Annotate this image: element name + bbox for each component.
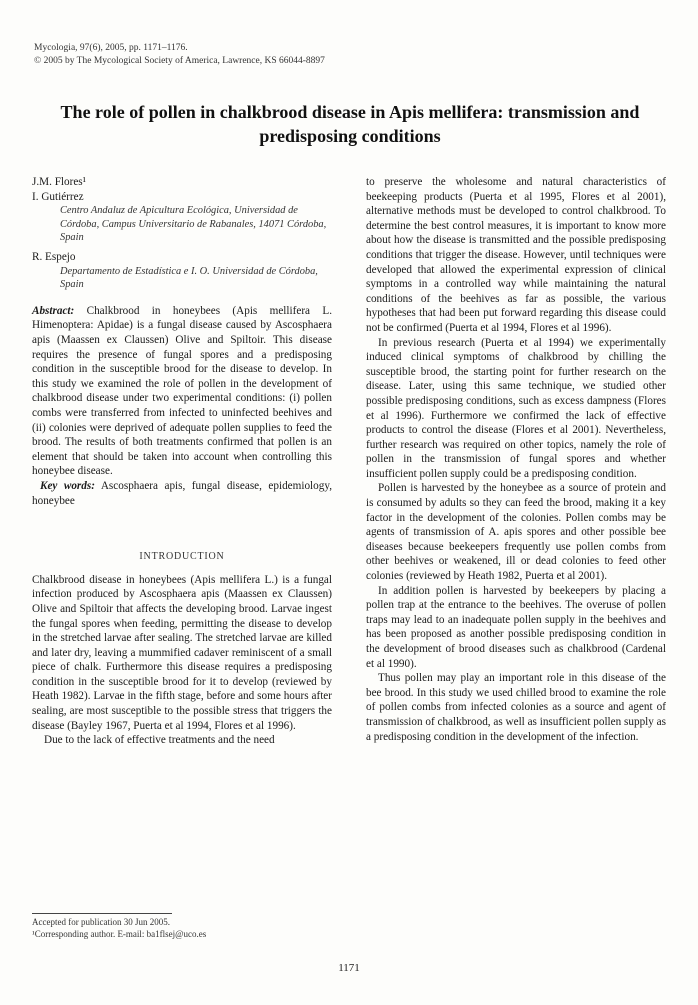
key-words-label: Key words: bbox=[40, 479, 95, 492]
footnotes bbox=[32, 916, 332, 940]
footnote-divider bbox=[32, 913, 172, 914]
right-column bbox=[366, 175, 666, 744]
key-words bbox=[32, 479, 332, 508]
article-title: The role of pollen in chalkbrood disease in Apis mellifera: transmission and predisposing conditions bbox=[60, 102, 640, 146]
left-column bbox=[32, 175, 332, 748]
journal-line-1: Mycologia, 97(6), 2005, pp. 1171–1176. bbox=[34, 43, 188, 53]
right-paragraph-2: In previous research (Puerta et al 1994) we experimentally induced clinical symptoms of chalkbrood by chilling the susceptible brood, the starting point for further research on the disease. Later, using this same technique, we studied other possible predisposing conditions, such as excess dampness (Flores et al 1996). Furthermore we confirmed the lack of effective products to control the disease (Flores et al 2001). Nevertheless, further research was required on other topics, namely the role of pollen in the transmission of fungal spores and whether insufficient pollen supply could be a predisposing condition. bbox=[366, 336, 666, 480]
right-paragraph-1: to preserve the wholesome and natural characteristics of beekeeping products (Puerta et al 1995, Flores et al 2001), alternative methods must be developed to control chalkbrood. To determine the best control measures, it is important to know more about how the disease is transmitted and the possible predisposing conditions that trigger the disease. However, until techniques were developed that allowed the experimental expression of clinical symptoms in a controlled way while maintaining the natural conditions of the beehives as far as possible, the various hypotheses that had been put forward regarding this disease could not be confirmed (Puerta et al 1994, Flores et al 1996). bbox=[366, 176, 666, 334]
abstract bbox=[32, 304, 332, 479]
affiliation-2: Departamento de Estadística e I. O. Universidad de Córdoba, Spain bbox=[60, 266, 318, 291]
journal-citation bbox=[34, 42, 325, 68]
author-flores: J.M. Flores¹ bbox=[32, 176, 87, 188]
intro-paragraph-2: Due to the lack of effective treatments and the need bbox=[44, 734, 275, 747]
journal-line-2: © 2005 by The Mycological Society of America, Lawrence, KS 66044-8897 bbox=[34, 56, 325, 66]
intro-paragraph-1: Chalkbrood disease in honeybees (Apis mellifera L.) is a fungal infection produced by Ascosphaera apis (Maassen ex Claussen) Olive and Spiltoir that affects the developing brood. Larvae ingest the fungal spores when feeding, permitting the disease to develop in the stretched larvae after sealing. The stretched larvae are killed and later dry, leaving a mummified cadaver reminiscent of a small piece of chalk. Furthermore this disease requires a predisposing condition in the susceptible brood for it to develop (reviewed by Heath 1982). Larvae in the fifth stage, before and some hours after sealing, are most susceptible to the possible stress that triggers the disease (Bayley 1967, Puerta et al 1994, Flores et al 1996). bbox=[32, 573, 332, 732]
abstract-label: Abstract: bbox=[32, 304, 75, 317]
right-paragraph-3: Pollen is harvested by the honeybee as a source of protein and is consumed by adults so they can feed the brood, making it a key factor in the development of the colonies. Pollen combs may be agents of transmission of A. apis spores and other possible bee diseases because beekeepers frequently use pollen combs from other beehives or weakened, ill or dead colonies to feed other colonies (reviewed by Heath 1982, Puerta et al 2001). bbox=[366, 482, 666, 583]
right-paragraph-4: In addition pollen is harvested by beekeepers by placing a pollen trap at the entrance to the beehives. The overuse of pollen traps may lead to an inadequate pollen supply in the beehives and has been proposed as another possible predisposing condition in the development of brood diseases such as chalkbrood (Cardenal et al 1990). bbox=[366, 584, 666, 670]
author-espejo: R. Espejo bbox=[32, 251, 76, 264]
footnote-accepted: Accepted for publication 30 Jun 2005. bbox=[32, 917, 170, 927]
right-paragraph-5: Thus pollen may play an important role in this disease of the bee brood. In this study we used chilled brood to examine the role of pollen combs from infected colonies as a source and agent of transmission of chalkbrood, as well as insufficient pollen supply as a predisposing condition in the development of the infection. bbox=[366, 672, 666, 743]
key-words-text: Ascosphaera apis, fungal disease, epidemiology, honeybee bbox=[32, 479, 333, 507]
author-gutierrez: I. Gutiérrez bbox=[32, 190, 84, 203]
page-number: 1171 bbox=[338, 962, 360, 974]
abstract-text: Chalkbrood in honeybees (Apis mellifera L. Himenoptera: Apidae) is a fungal disease caused by Ascosphaera apis (Maassen ex Claussen) Olive and Spiltoir. This disease requires the presence of fungal spores and a predisposing condition in the susceptible brood for the disease to develop. In this study we examined the role of pollen in the development of chalkbrood disease under two experimental conditions: (i) pollen combs were transferred from infected to uninfected beehives and (ii) colonies were deprived of adequate pollen supplies to feed the brood. The results of both treatments confirmed that pollen is an element that should be taken into account when controlling this honeybee disease. bbox=[32, 304, 332, 478]
affiliation-1: Centro Andaluz de Apicultura Ecológica, Universidad de Córdoba, Campus Universitario de Rabanales, 14071 Córdoba, Spain bbox=[60, 205, 327, 243]
footnote-corresponding: ¹Corresponding author. E-mail: ba1flsej@uco.es bbox=[32, 929, 207, 939]
section-heading-introduction: INTRODUCTION bbox=[139, 551, 225, 563]
